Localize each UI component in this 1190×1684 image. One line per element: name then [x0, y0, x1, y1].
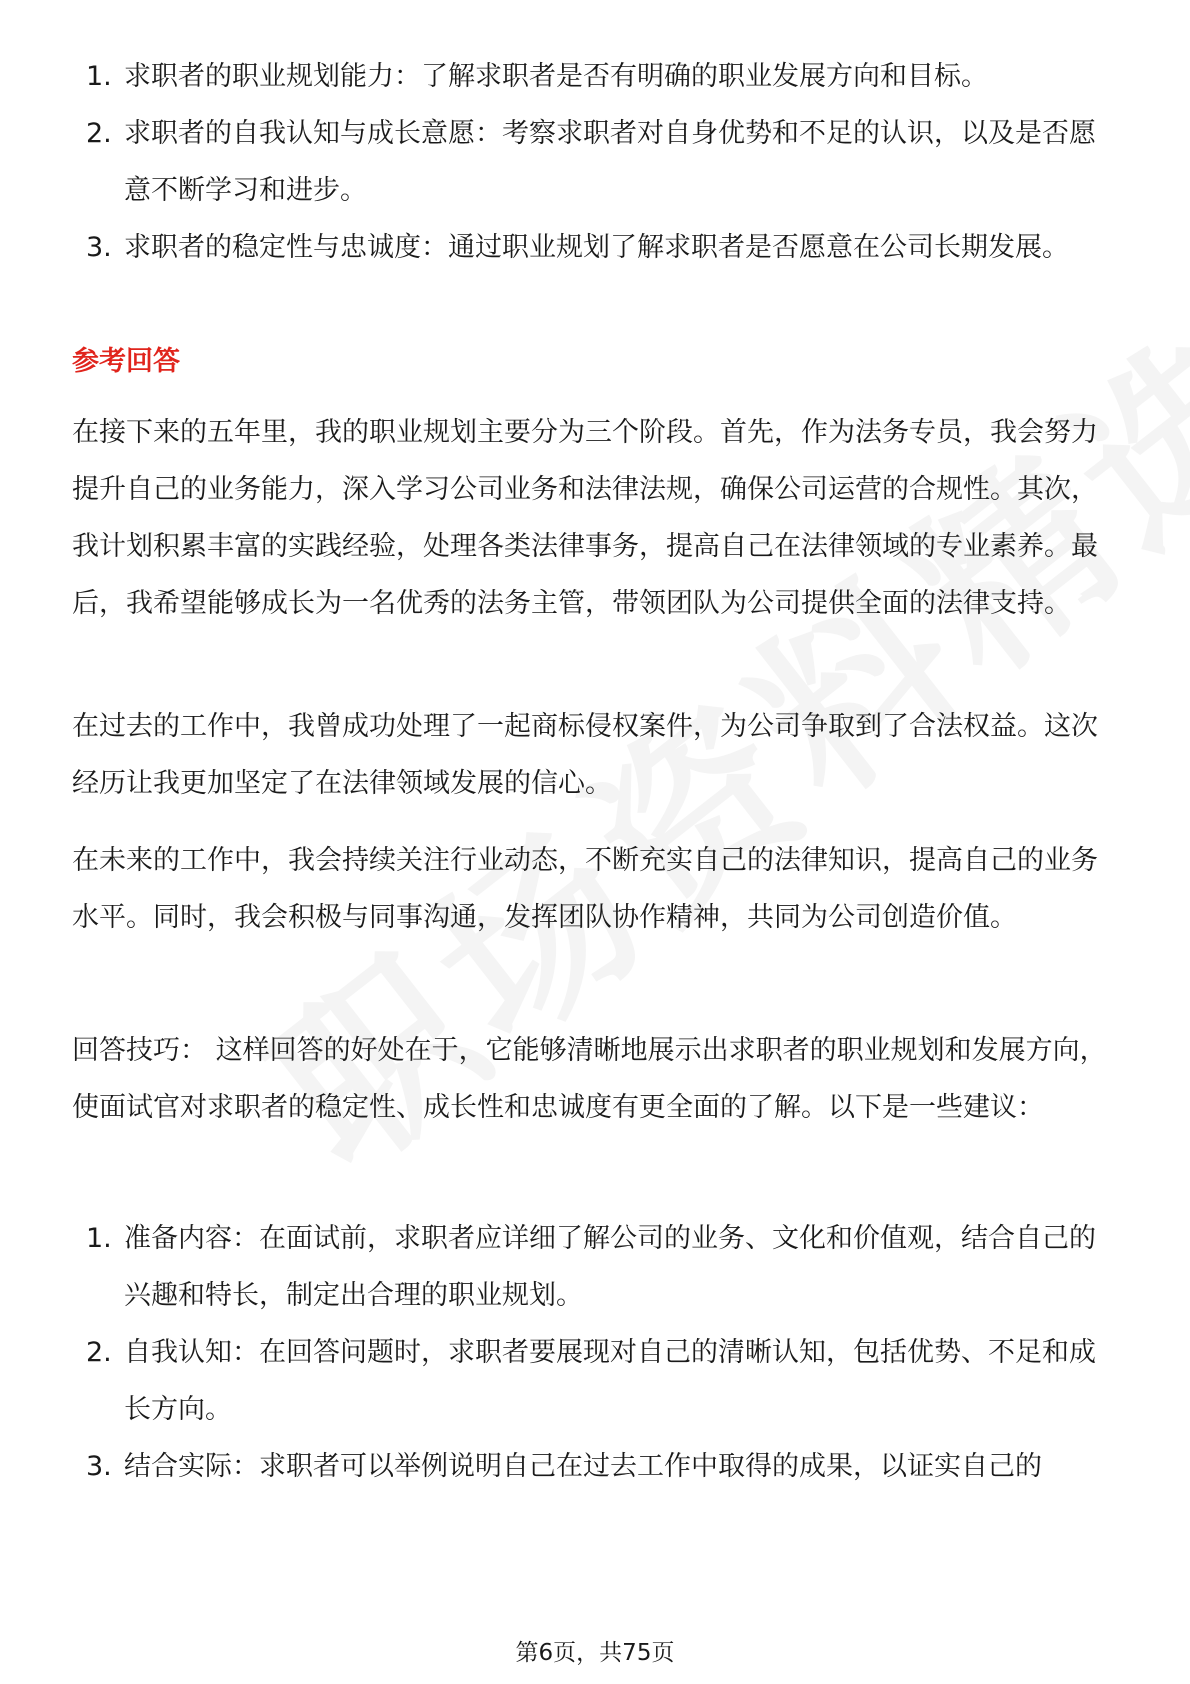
list-item — [78, 105, 1118, 219]
list-number: 2. — [86, 1337, 112, 1368]
list-number: 3. — [86, 1451, 112, 1482]
page-number-footer: 第6页，共75页 — [515, 1640, 675, 1666]
list-number: 3. — [86, 232, 112, 263]
list-text: 准备内容：在面试前，求职者应详细了解公司的业务、文化和价值观，结合自己的兴趣和特长，制定出合理的职业规划。 — [124, 1223, 1096, 1311]
answer-tips-paragraph: 回答技巧： 这样回答的好处在于，它能够清晰地展示出求职者的职业规划和发展方向，使面试官对求职者的稳定性、成长性和忠诚度有更全面的了解。以下是一些建议： — [72, 1035, 1107, 1123]
list-item — [78, 1210, 1118, 1324]
list-item — [78, 1438, 1118, 1495]
list-item — [78, 219, 1118, 276]
tips-list — [78, 1210, 1118, 1495]
reference-answer-heading: 参考回答 — [72, 346, 180, 377]
list-item — [78, 1324, 1118, 1438]
evaluation-points-list — [78, 48, 1118, 276]
answer-paragraph: 在未来的工作中，我会持续关注行业动态，不断充实自己的法律知识，提高自己的业务水平。同时，我会积极与同事沟通，发挥团队协作精神，共同为公司创造价值。 — [72, 845, 1098, 933]
list-number: 2. — [86, 118, 112, 149]
list-item — [78, 48, 1118, 105]
list-text: 求职者的职业规划能力：了解求职者是否有明确的职业发展方向和目标。 — [124, 61, 988, 92]
answer-paragraph: 在接下来的五年里，我的职业规划主要分为三个阶段。首先，作为法务专员，我会努力提升自己的业务能力，深入学习公司业务和法律法规，确保公司运营的合规性。其次，我计划积累丰富的实践经验，处理各类法律事务，提高自己在法律领域的专业素养。最后，我希望能够成长为一名优秀的法务主管，带领团队为公司提供全面的法律支持。 — [72, 417, 1098, 619]
list-text: 求职者的稳定性与忠诚度：通过职业规划了解求职者是否愿意在公司长期发展。 — [124, 232, 1069, 263]
answer-paragraph: 在过去的工作中，我曾成功处理了一起商标侵权案件，为公司争取到了合法权益。这次经历让我更加坚定了在法律领域发展的信心。 — [72, 711, 1098, 799]
list-number: 1. — [86, 61, 112, 92]
list-number: 1. — [86, 1223, 112, 1254]
list-text: 结合实际：求职者可以举例说明自己在过去工作中取得的成果，以证实自己的 — [124, 1451, 1042, 1482]
list-text: 求职者的自我认知与成长意愿：考察求职者对自身优势和不足的认识，以及是否愿意不断学习和进步。 — [124, 118, 1096, 206]
list-text: 自我认知：在回答问题时，求职者要展现对自己的清晰认知，包括优势、不足和成长方向。 — [124, 1337, 1096, 1425]
